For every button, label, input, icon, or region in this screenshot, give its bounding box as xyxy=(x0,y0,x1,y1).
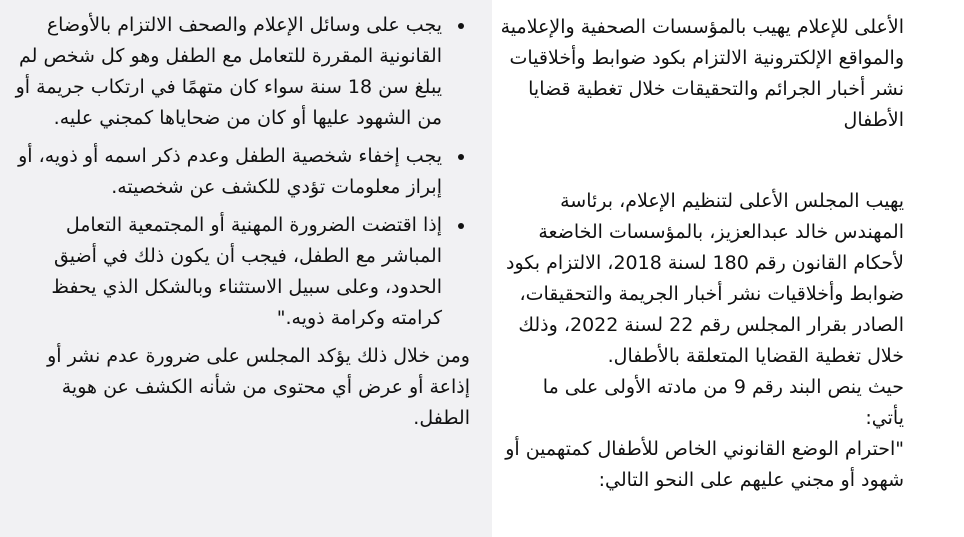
bullet-dot-icon xyxy=(458,154,464,160)
bullet-dot-icon xyxy=(458,223,464,229)
list-item xyxy=(10,210,442,334)
list-item xyxy=(10,141,442,203)
list-item-text: يجب على وسائل الإعلام والصحف الالتزام بالأوضاع القانونية المقررة للتعامل مع الطفل وهو كل شخص لم يبلغ سن 18 سنة سواء كان متهمًا في ارتكاب جريمة أو من الشهود عليها أو كان من ضحاياها كمجني عليه. xyxy=(15,14,442,129)
list-item xyxy=(10,10,442,134)
bullet-list xyxy=(10,10,464,334)
paragraph-clause: حيث ينص البند رقم 9 من مادته الأولى على ما يأتي: xyxy=(542,376,904,429)
bullet-dot-icon xyxy=(458,23,464,29)
paragraph-intro: يهيب المجلس الأعلى لتنظيم الإعلام، برئاسة المهندس خالد عبدالعزيز، بالمؤسسات الخاضعة لأحكام القانون رقم 180 لسنة 2018، الالتزام بكود ضوابط وأخلاقيات نشر أخبار الجريمة والتحقيقات، الصادر بقرار المجلس رقم 22 لسنة 2022، وذلك خلال تغطية القضايا المتعلقة بالأطفال. xyxy=(506,190,904,367)
article-title: الأعلى للإعلام يهيب بالمؤسسات الصحفية والإعلامية والمواقع الإلكترونية الالتزام بكود ضوابط وأخلاقيات نشر أخبار الجرائم والتحقيقات خلال تغطية قضايا الأطفال xyxy=(500,16,904,131)
list-item-text: يجب إخفاء شخصية الطفل وعدم ذكر اسمه أو ذويه، أو إبراز معلومات تؤدي للكشف عن شخصيته. xyxy=(18,145,442,198)
paragraph-quote-start: "احترام الوضع القانوني الخاص للأطفال كمتهمين أو شهود أو مجني عليهم على النحو التالي: xyxy=(505,438,904,491)
list-item-text: إذا اقتضت الضرورة المهنية أو المجتمعية التعامل المباشر مع الطفل، فيجب أن يكون ذلك في أضيق الحدود، وعلى سبيل الاستثناء وبالشكل الذي يحفظ كرامته وكرامة ذويه." xyxy=(51,214,442,329)
right-column xyxy=(492,0,964,537)
closing-paragraph: ومن خلال ذلك يؤكد المجلس على ضرورة عدم نشر أو إذاعة أو عرض أي محتوى من شأنه الكشف عن هوية الطفل. xyxy=(47,345,470,429)
